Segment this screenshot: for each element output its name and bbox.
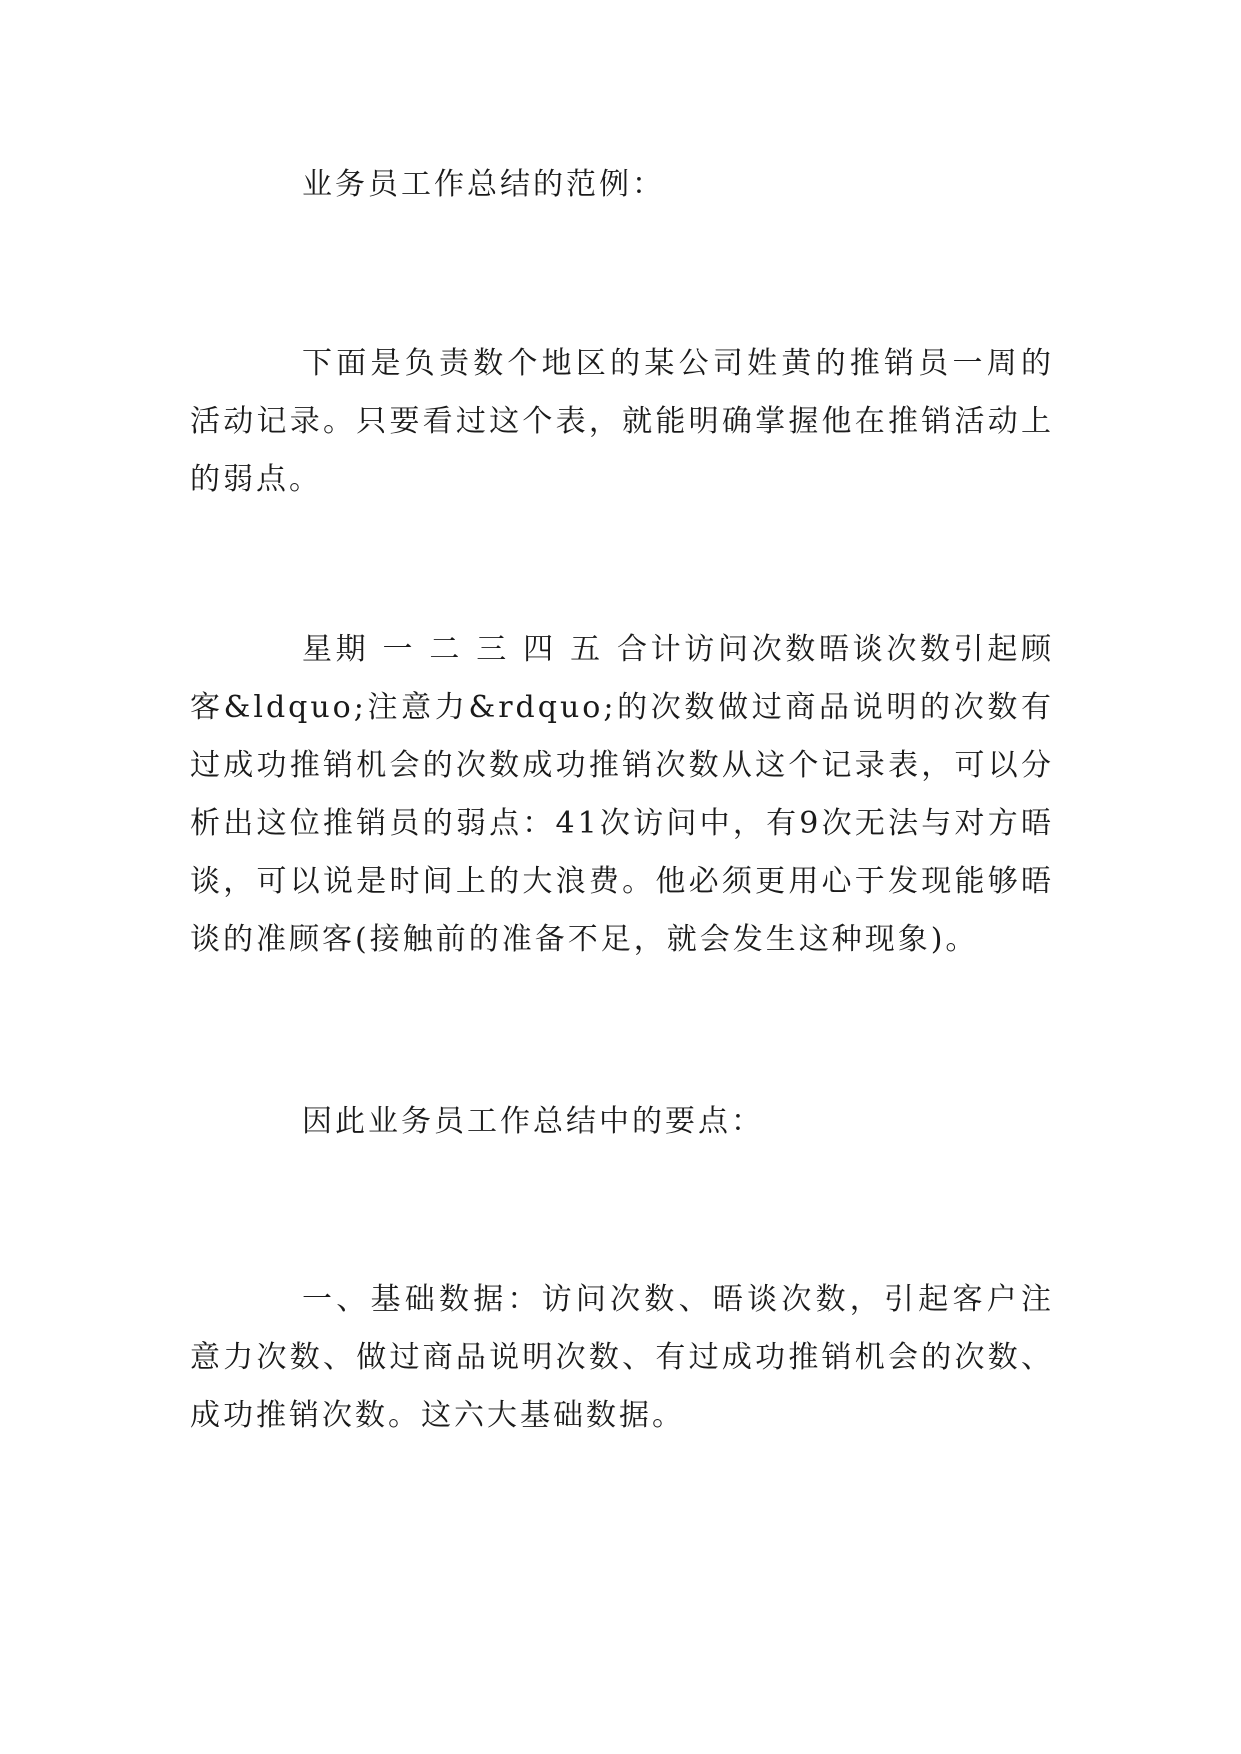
intro-paragraph: 下面是负责数个地区的某公司姓黄的推销员一周的活动记录。只要看过这个表，就能明确掌握他在推销活动上的弱点。 xyxy=(190,346,1054,497)
section-heading-example: 业务员工作总结的范例： xyxy=(302,167,665,202)
basic-data-paragraph: 一、基础数据：访问次数、晤谈次数，引起客户注意力次数、做过商品说明次数、有过成功推销机会的次数、成功推销次数。这六大基础数据。 xyxy=(190,1282,1054,1433)
record-analysis-paragraph: 星期 一 二 三 四 五 合计访问次数晤谈次数引起顾客&ldquo;注意力&rdquo;的次数做过商品说明的次数有过成功推销机会的次数成功推销次数从这个记录表，可以分析出这位推销员的弱点：41次访问中，有9次无法与对方晤谈，可以说是时间上的大浪费。他必须更用心于发现能够晤谈的准顾客(接触前的准备不足，就会发生这种现象)。 xyxy=(190,632,1054,957)
section-heading-key-points: 因此业务员工作总结中的要点： xyxy=(302,1104,764,1139)
